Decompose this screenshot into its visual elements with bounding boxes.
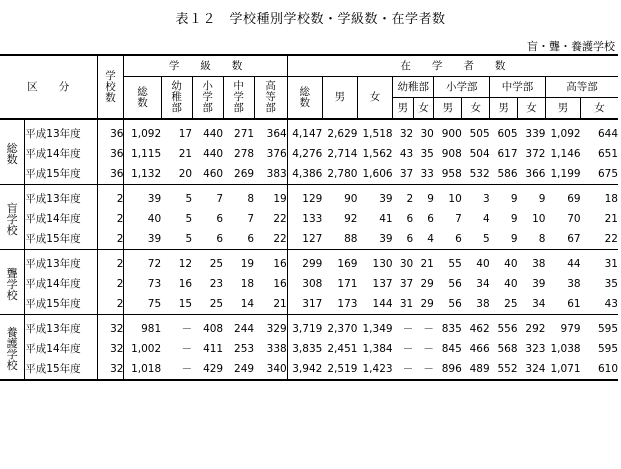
table-cell: 19 xyxy=(240,257,255,270)
table-cell: 1,146 xyxy=(550,147,581,160)
table-cell: 35 xyxy=(420,147,434,160)
group-label-char: 総 xyxy=(6,142,18,155)
table-cell: 3 xyxy=(482,192,490,205)
table-cell: 6 xyxy=(406,212,414,225)
table-cell: 1,132 xyxy=(124,164,161,185)
table-cell: 4 xyxy=(413,229,434,250)
table-cell: 90 xyxy=(344,192,358,205)
table-cell: 278 xyxy=(234,147,255,160)
table-cell: 72 xyxy=(147,257,162,270)
header-char: 等 xyxy=(265,91,276,103)
header-male: 男 xyxy=(434,98,462,120)
table-cell: 20 xyxy=(161,164,192,185)
table-cell: 900 xyxy=(441,127,462,140)
table-cell: 30 xyxy=(399,257,414,270)
header-char: 学 xyxy=(202,91,213,103)
row-year: 平成14年度 xyxy=(25,339,97,359)
table-cell: 15 xyxy=(161,294,192,315)
table-cell: 32 xyxy=(97,315,124,340)
header-char: 部 xyxy=(171,102,182,114)
table-cell: 1,018 xyxy=(124,359,161,380)
table-cell: 39 xyxy=(532,277,546,290)
table-cell: 29 xyxy=(420,277,434,290)
table-cell: － xyxy=(402,342,414,355)
table-cell: 173 xyxy=(322,294,357,315)
table-cell: 610 xyxy=(581,359,618,380)
table-cell: 440 xyxy=(203,147,224,160)
table-cell: 5 xyxy=(185,212,193,225)
table-cell: 2,370 xyxy=(327,322,358,335)
table-cell: 37 xyxy=(399,277,414,290)
table-cell: 1,092 xyxy=(131,127,162,140)
header-female: 女 xyxy=(462,98,490,120)
group-label-char: 養 xyxy=(6,326,18,339)
table-cell: 7 xyxy=(247,212,255,225)
table-cell: － xyxy=(181,342,193,355)
table-cell: 1,092 xyxy=(550,127,581,140)
table-cell: 979 xyxy=(560,322,581,335)
table-cell: 317 xyxy=(287,294,322,315)
table-cell: 16 xyxy=(178,277,193,290)
group-blind-school-label xyxy=(0,185,25,250)
header-classes-total xyxy=(124,77,161,120)
table-cell: 504 xyxy=(469,147,490,160)
group-label-char: 護 xyxy=(6,337,18,350)
table-cell: 43 xyxy=(399,147,414,160)
group-label-char: 校 xyxy=(6,288,18,302)
table-cell: 408 xyxy=(203,322,224,335)
header-enroll-senior: 高等部 xyxy=(545,77,618,98)
table-cell: 23 xyxy=(209,277,224,290)
table-row xyxy=(0,294,618,315)
header-classes-group: 学 級 数 xyxy=(124,55,287,77)
table-cell: 39 xyxy=(147,192,162,205)
table-cell: 1,002 xyxy=(131,342,162,355)
table-cell: 568 xyxy=(497,342,518,355)
group-label-char: 学 xyxy=(6,348,18,361)
row-year: 平成15年度 xyxy=(25,164,97,185)
table-cell: 4,147 xyxy=(292,127,323,140)
table-cell: 37 xyxy=(393,164,414,185)
header-enroll-kindergarten: 幼稚部 xyxy=(393,77,434,98)
table-cell: 1,518 xyxy=(362,127,393,140)
header-char: 数 xyxy=(299,96,310,109)
table-cell: 39 xyxy=(379,192,393,205)
table-cell: 43 xyxy=(581,294,618,315)
table-cell: 133 xyxy=(302,212,323,225)
header-male: 男 xyxy=(393,98,414,120)
header-schools-char: 校 xyxy=(105,80,116,93)
table-cell: 21 xyxy=(420,257,434,270)
table-cell: 675 xyxy=(581,164,618,185)
table-cell: 32 xyxy=(399,127,414,140)
table-cell: 19 xyxy=(254,185,287,210)
table-cell: 10 xyxy=(448,192,462,205)
table-cell: 505 xyxy=(469,127,490,140)
table-cell: 958 xyxy=(434,164,462,185)
table-cell: 31 xyxy=(604,257,618,270)
group-label-char: 数 xyxy=(6,153,18,166)
header-female: 女 xyxy=(413,98,434,120)
row-year: 平成15年度 xyxy=(25,359,97,380)
table-cell: 32 xyxy=(97,339,124,359)
table-row xyxy=(0,339,618,359)
table-cell: 5 xyxy=(185,192,193,205)
header-schools-char: 数 xyxy=(105,91,116,104)
row-year: 平成13年度 xyxy=(25,119,97,144)
table-cell: 3,835 xyxy=(292,342,323,355)
table-body xyxy=(0,119,618,380)
table-cell: － xyxy=(402,322,414,335)
table-cell: 70 xyxy=(567,212,581,225)
table-cell: 69 xyxy=(567,192,581,205)
unit-note: 盲・聾・養護学校 xyxy=(527,40,615,53)
header-char: 部 xyxy=(202,102,213,114)
table-cell: 4,386 xyxy=(287,164,322,185)
table-cell: 651 xyxy=(597,147,618,160)
table-cell: 127 xyxy=(287,229,322,250)
row-year: 平成13年度 xyxy=(25,185,97,210)
table-cell: 9 xyxy=(510,192,518,205)
table-cell: 25 xyxy=(490,294,518,315)
row-year: 平成14年度 xyxy=(25,209,97,229)
table-cell: 12 xyxy=(178,257,193,270)
table-cell: 7 xyxy=(216,192,224,205)
table-cell: 38 xyxy=(462,294,490,315)
table-cell: 39 xyxy=(124,229,161,250)
table-cell: 372 xyxy=(525,147,546,160)
table-cell: 2,714 xyxy=(327,147,358,160)
table-cell: 10 xyxy=(532,212,546,225)
table-row xyxy=(0,229,618,250)
group-label-char: 校 xyxy=(6,359,18,372)
table-cell: 171 xyxy=(337,277,358,290)
table-cell: － xyxy=(423,342,434,355)
table-cell: 835 xyxy=(441,322,462,335)
table-cell: － xyxy=(181,322,193,335)
table-cell: 30 xyxy=(420,127,434,140)
table-cell: 1,199 xyxy=(545,164,580,185)
table-cell: 605 xyxy=(497,127,518,140)
table-cell: 16 xyxy=(254,274,287,294)
table-cell: 6 xyxy=(192,229,223,250)
table-row xyxy=(0,274,618,294)
header-enrollment-group: 在 学 者 数 xyxy=(287,55,618,77)
row-year: 平成14年度 xyxy=(25,144,97,164)
table-cell: 2 xyxy=(97,274,124,294)
table-cell: 34 xyxy=(476,277,490,290)
table-cell: 244 xyxy=(234,322,255,335)
row-year: 平成14年度 xyxy=(25,274,97,294)
table-cell: 2,519 xyxy=(322,359,357,380)
table-cell: 4,276 xyxy=(292,147,323,160)
table-cell: 56 xyxy=(434,294,462,315)
table-cell: 31 xyxy=(393,294,414,315)
table-cell: 644 xyxy=(597,127,618,140)
row-year: 平成15年度 xyxy=(25,229,97,250)
header-category: 区 分 xyxy=(0,55,97,119)
table-cell: 9 xyxy=(510,212,518,225)
table-cell: 33 xyxy=(413,164,434,185)
table-cell: 61 xyxy=(545,294,580,315)
table-cell: － xyxy=(393,359,414,380)
table-cell: 1,349 xyxy=(362,322,393,335)
header-char: 部 xyxy=(233,102,244,114)
table-cell: 40 xyxy=(147,212,162,225)
table-cell: 489 xyxy=(462,359,490,380)
statistics-table xyxy=(0,54,618,381)
header-schools xyxy=(97,55,124,119)
header-female: 女 xyxy=(581,98,618,120)
table-cell: 38 xyxy=(567,277,581,290)
table-cell: 1,423 xyxy=(357,359,392,380)
table-cell: 40 xyxy=(476,257,490,270)
table-cell: 34 xyxy=(518,294,546,315)
table-cell: 36 xyxy=(97,144,124,164)
table-cell: 2 xyxy=(97,209,124,229)
table-cell: 383 xyxy=(254,164,287,185)
table-cell: 323 xyxy=(525,342,546,355)
table-cell: 29 xyxy=(413,294,434,315)
table-cell: 8 xyxy=(518,229,546,250)
table-cell: 908 xyxy=(441,147,462,160)
table-cell: 21 xyxy=(178,147,193,160)
table-cell: 22 xyxy=(254,229,287,250)
table-cell: 3,719 xyxy=(292,322,323,335)
table-cell: 462 xyxy=(469,322,490,335)
table-row xyxy=(0,209,618,229)
table-cell: 466 xyxy=(469,342,490,355)
table-cell: 460 xyxy=(192,164,223,185)
table-cell: 18 xyxy=(240,277,255,290)
table-cell: 2,780 xyxy=(322,164,357,185)
table-cell: 169 xyxy=(337,257,358,270)
header-classes-junior xyxy=(223,77,254,120)
table-cell: 595 xyxy=(597,322,618,335)
table-cell: 556 xyxy=(497,322,518,335)
table-cell: 1,606 xyxy=(357,164,392,185)
table-cell: 366 xyxy=(518,164,546,185)
table-cell: 2 xyxy=(97,250,124,275)
table-cell: 39 xyxy=(357,229,392,250)
header-classes-elementary xyxy=(192,77,223,120)
header-enroll-female: 女 xyxy=(357,77,392,120)
header-classes-kindergarten xyxy=(161,77,192,120)
table-cell: 144 xyxy=(357,294,392,315)
table-cell: 411 xyxy=(203,342,224,355)
table-cell: 1,115 xyxy=(131,147,162,160)
table-row xyxy=(0,359,618,380)
table-cell: 6 xyxy=(434,229,462,250)
table-cell: 308 xyxy=(302,277,323,290)
header-char: 小 xyxy=(202,80,213,92)
table-row xyxy=(0,315,618,340)
table-cell: 440 xyxy=(203,127,224,140)
table-cell: 130 xyxy=(372,257,393,270)
table-cell: 2 xyxy=(97,229,124,250)
table-cell: 6 xyxy=(216,212,224,225)
table-cell: 7 xyxy=(455,212,462,225)
table-cell: 16 xyxy=(254,250,287,275)
group-total-label xyxy=(0,119,25,185)
header-schools-char: 学 xyxy=(105,69,116,82)
header-char: 中 xyxy=(233,80,244,92)
table-cell: 25 xyxy=(209,257,224,270)
table-cell: 9 xyxy=(538,192,546,205)
table-cell: 249 xyxy=(223,359,254,380)
table-cell: 129 xyxy=(302,192,323,205)
table-cell: 2,629 xyxy=(327,127,358,140)
table-cell: 9 xyxy=(490,229,518,250)
table-cell: 14 xyxy=(223,294,254,315)
table-cell: 36 xyxy=(97,164,124,185)
table-cell: 5 xyxy=(161,229,192,250)
group-label-char: 盲 xyxy=(6,201,18,215)
table-cell: 338 xyxy=(254,339,287,359)
table-cell: 73 xyxy=(147,277,162,290)
table-cell: 35 xyxy=(604,277,618,290)
table-row xyxy=(0,250,618,275)
table-cell: 981 xyxy=(141,322,162,335)
group-label-char: 学 xyxy=(6,212,18,226)
table-cell: 2,451 xyxy=(327,342,358,355)
header-char: 幼 xyxy=(171,80,182,92)
table-cell: 17 xyxy=(178,127,193,140)
table-cell: 22 xyxy=(254,209,287,229)
table-cell: 22 xyxy=(581,229,618,250)
table-cell: 329 xyxy=(254,315,287,340)
table-cell: 299 xyxy=(302,257,323,270)
table-cell: 896 xyxy=(434,359,462,380)
table-title: 表１２ 学校種別学校数・学級数・在学者数 xyxy=(175,12,446,27)
table-cell: 376 xyxy=(254,144,287,164)
table-cell: 586 xyxy=(490,164,518,185)
header-char: 高 xyxy=(265,80,276,92)
table-row xyxy=(0,144,618,164)
table-cell: － xyxy=(413,359,434,380)
table-cell: 364 xyxy=(254,119,287,144)
table-cell: 6 xyxy=(427,212,434,225)
table-cell: 88 xyxy=(322,229,357,250)
table-cell: 340 xyxy=(254,359,287,380)
table-cell: 269 xyxy=(223,164,254,185)
table-cell: 845 xyxy=(441,342,462,355)
table-row xyxy=(0,185,618,210)
header-classes-senior xyxy=(254,77,287,120)
table-cell: － xyxy=(161,359,192,380)
table-cell: 36 xyxy=(97,119,124,144)
header-enroll-male: 男 xyxy=(322,77,357,120)
table-cell: 9 xyxy=(427,192,434,205)
table-cell: 75 xyxy=(124,294,161,315)
table-row xyxy=(0,164,618,185)
table-cell: 1,384 xyxy=(362,342,393,355)
header-enroll-junior: 中学部 xyxy=(490,77,546,98)
table-cell: 92 xyxy=(344,212,358,225)
table-cell: 1,562 xyxy=(362,147,393,160)
table-cell: 56 xyxy=(448,277,462,290)
header-char: 稚 xyxy=(171,91,182,103)
row-year: 平成13年度 xyxy=(25,315,97,340)
table-cell: 21 xyxy=(604,212,618,225)
table-cell: 25 xyxy=(192,294,223,315)
table-cell: 253 xyxy=(234,342,255,355)
table-cell: 32 xyxy=(97,359,124,380)
table-cell: 595 xyxy=(597,342,618,355)
header-enroll-total xyxy=(287,77,322,120)
table-cell: 271 xyxy=(234,127,255,140)
table-cell: 617 xyxy=(497,147,518,160)
table-cell: 2 xyxy=(97,185,124,210)
table-cell: 532 xyxy=(462,164,490,185)
header-male: 男 xyxy=(490,98,518,120)
header-char: 部 xyxy=(265,102,276,114)
group-special-school-label xyxy=(0,315,25,381)
table-cell: 1,038 xyxy=(550,342,581,355)
table-header xyxy=(0,55,618,119)
row-year: 平成13年度 xyxy=(25,250,97,275)
table-cell: 292 xyxy=(525,322,546,335)
table-cell: 18 xyxy=(604,192,618,205)
row-year: 平成15年度 xyxy=(25,294,97,315)
table-cell: 4 xyxy=(482,212,490,225)
table-cell: 6 xyxy=(393,229,414,250)
table-cell: － xyxy=(423,322,434,335)
table-cell: 137 xyxy=(372,277,393,290)
header-male: 男 xyxy=(545,98,580,120)
header-char: 総 xyxy=(137,85,148,98)
header-char: 総 xyxy=(299,85,310,98)
group-label-char: 聾 xyxy=(6,266,18,280)
table-row xyxy=(0,119,618,144)
table-cell: 2 xyxy=(406,192,414,205)
table-cell: 21 xyxy=(254,294,287,315)
table-cell: 55 xyxy=(448,257,462,270)
group-label-char: 校 xyxy=(6,223,18,237)
table-cell: 3,942 xyxy=(287,359,322,380)
table-cell: 44 xyxy=(567,257,581,270)
header-char: 学 xyxy=(233,91,244,103)
table-cell: 40 xyxy=(504,257,518,270)
table-cell: 6 xyxy=(223,229,254,250)
table-cell: 1,071 xyxy=(545,359,580,380)
table-cell: 339 xyxy=(525,127,546,140)
table-cell: 5 xyxy=(462,229,490,250)
table-cell: 67 xyxy=(545,229,580,250)
table-cell: 2 xyxy=(97,294,124,315)
header-female: 女 xyxy=(518,98,546,120)
group-deaf-school-label xyxy=(0,250,25,315)
table-cell: 40 xyxy=(504,277,518,290)
group-label-char: 学 xyxy=(6,277,18,291)
table-cell: 324 xyxy=(518,359,546,380)
table-cell: 38 xyxy=(532,257,546,270)
table-cell: 552 xyxy=(490,359,518,380)
header-char: 数 xyxy=(137,96,148,109)
header-enroll-elementary: 小学部 xyxy=(434,77,490,98)
table-cell: 8 xyxy=(247,192,255,205)
table-cell: 429 xyxy=(192,359,223,380)
table-cell: 41 xyxy=(379,212,393,225)
